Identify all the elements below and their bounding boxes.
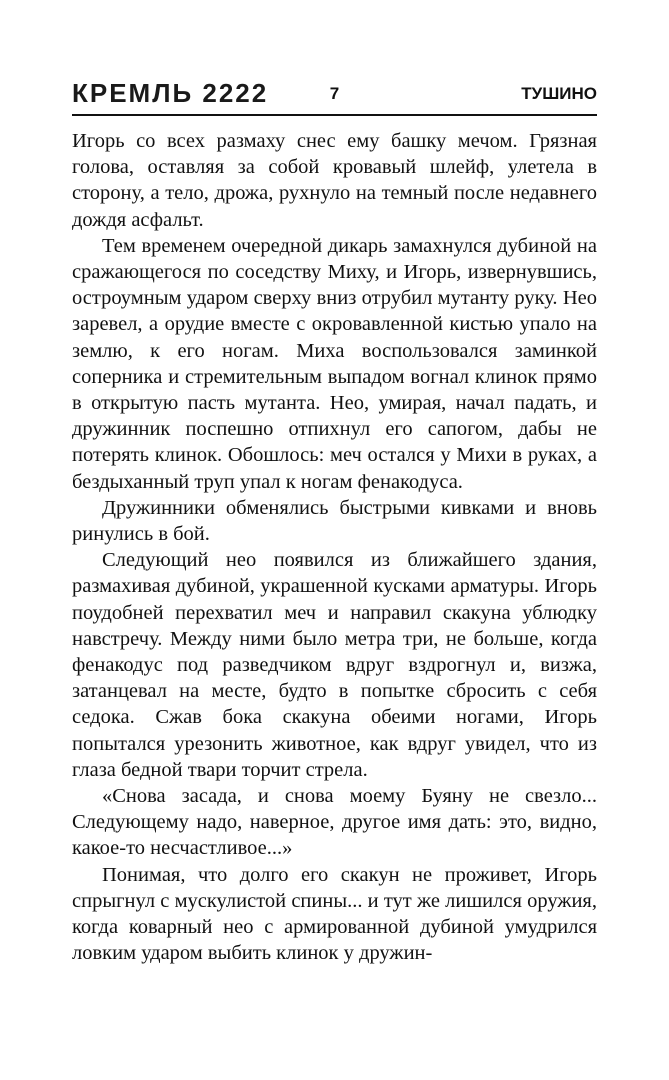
paragraph: Тем временем очередной дикарь замахнулся дубиной на сражающегося по соседству Миху, и Игорь, извернувшись, остроумным ударом сверху вниз отрубил мутанту руку. Нео заревел, а орудие вместе с окровавленной кистью упало на землю, к его ногам. Миха воспользовался заминкой соперника и стремительным выпадом вогнал клинок прямо в открытую пасть мутанта. Нео, умирая, начал падать, и дружинник поспешно отпихнул его сапогом, дабы не потерять клинок. Обошлось: меч остался у Михи в руках, а бездыханный труп упал к ногам фенакодуса.	[72, 234, 597, 493]
body-text	[72, 128, 597, 967]
paragraph: «Снова засада, и снова моему Буяну не свезло... Следующему надо, наверное, другое имя дать: это, видно, какое-то несчастливое...»	[72, 785, 597, 860]
paragraph: Игорь со всех размаху снес ему башку мечом. Грязная голова, оставляя за собой кровавый шлейф, улетела в сторону, а тело, дрожа, рухнуло на темный после недавнего дождя асфальт.	[72, 130, 597, 231]
paragraph: Понимая, что долго его скакун не проживет, Игорь спрыгнул с мускулистой спины... и тут же лишился оружия, когда коварный нео с армированной дубиной умудрился ловким ударом выбить клинок у дружин-	[72, 863, 597, 965]
chapter-title: ТУШИНО	[521, 84, 597, 103]
paragraph: Дружинники обменялись быстрыми кивками и вновь ринулись в бой.	[72, 496, 597, 546]
running-header	[72, 78, 597, 112]
paragraph: Следующий нео появился из ближайшего здания, размахивая дубиной, украшенной кусками арматуры. Игорь поудобней перехватил меч и направил скакуна ублюдку навстречу. Между ними было метра три, не больше, когда фенакодус под разведчиком вдруг вздрогнул и, визжа, затанцевал на месте, будто в попытке сбросить с себя седока. Сжав бока скакуна обеими ногами, Игорь попытался урезонить животное, как вдруг увидел, что из глаза бедной твари торчит стрела.	[72, 549, 597, 781]
series-title: КРЕМЛЬ 2222	[72, 78, 269, 108]
page-number: 7	[329, 84, 340, 103]
header-rule	[72, 114, 597, 116]
